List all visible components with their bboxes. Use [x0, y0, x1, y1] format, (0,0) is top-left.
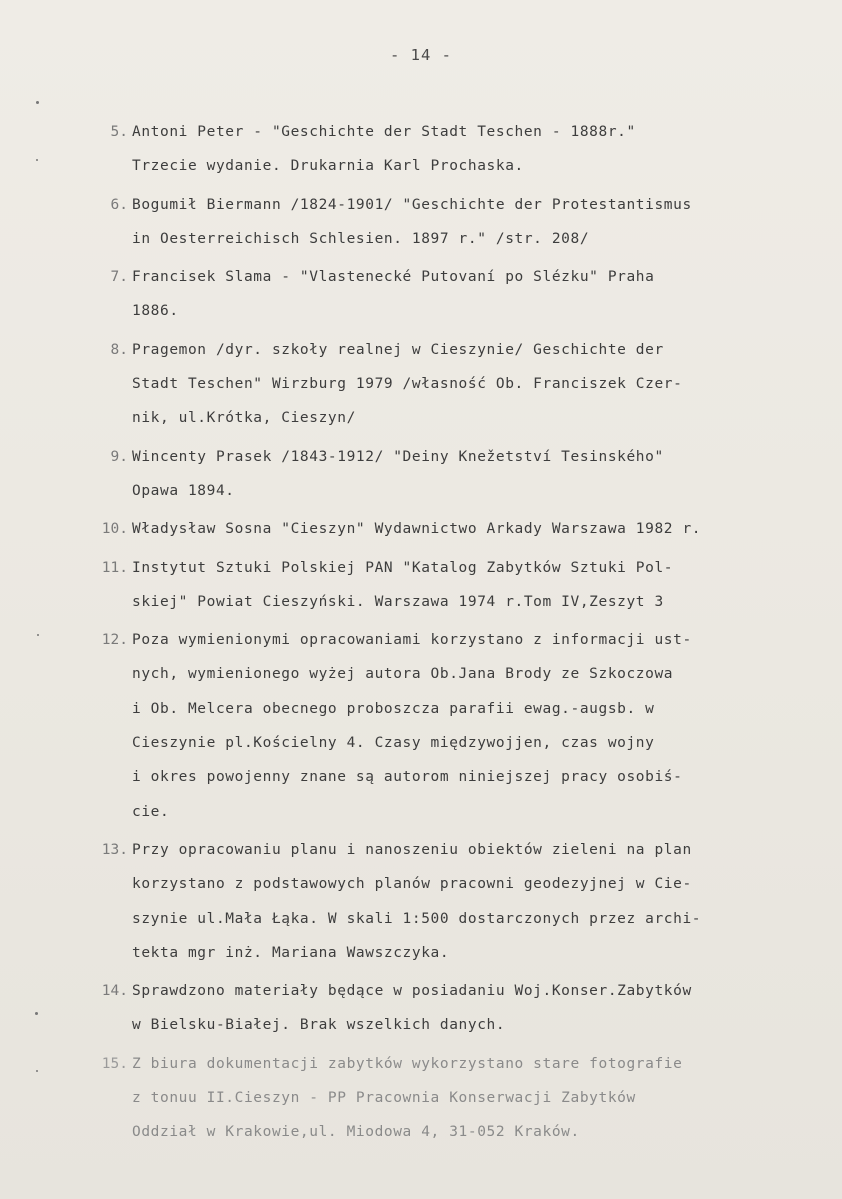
reference-number: 6. [110, 196, 128, 213]
reference-text-line: szynie ul.Mała Łąka. W skali 1:500 dostarczonych przez archi- [132, 910, 702, 927]
reference-text-line: korzystano z podstawowych planów pracowni geodezyjnej w Cie- [132, 876, 692, 893]
reference-text-line: Pragemon /dyr. szkoły realnej w Cieszynie/ Geschichte der [132, 341, 664, 358]
reference-number: 13. [101, 841, 128, 858]
reference-number: 12. [101, 632, 128, 649]
reference-text-line: i Ob. Melcera obecnego proboszcza parafii ewag.-augsb. w [132, 700, 655, 717]
reference-text-line: Francisek Slama - "Vlastenecké Putovaní po Slézku" Praha [132, 269, 655, 286]
scan-speck [37, 634, 39, 636]
reference-text-line: Antoni Peter - "Geschichte der Stadt Teschen - 1888r." [132, 124, 636, 140]
reference-text-line: Z biura dokumentacji zabytków wykorzystano stare fotografie [132, 1055, 683, 1072]
reference-text-line: z tonuu II.Cieszyn - PP Pracownia Konserwacji Zabytków [132, 1090, 636, 1107]
reference-text-line: Trzecie wydanie. Drukarnia Karl Prochaska. [132, 158, 524, 175]
reference-item [92, 440, 772, 509]
reference-item [92, 1047, 772, 1150]
scan-speck [35, 1012, 38, 1015]
reference-item [92, 833, 772, 970]
reference-text-line: nik, ul.Krótka, Cieszyn/ [132, 410, 356, 427]
reference-number: 8. [110, 341, 128, 358]
reference-text-line: Bogumił Biermann /1824-1901/ "Geschichte der Protestantismus [132, 196, 692, 213]
reference-text-line: nych, wymienionego wyżej autora Ob.Jana Brody ze Szkoczowa [132, 666, 674, 683]
reference-number: 10. [101, 521, 128, 538]
scan-speck [36, 159, 38, 161]
reference-text-line: 1886. [132, 303, 179, 320]
reference-item [92, 188, 772, 257]
reference-number: 7. [110, 269, 128, 286]
reference-number: 15. [101, 1055, 128, 1072]
reference-text-line: cie. [132, 803, 170, 820]
reference-number: 5. [110, 124, 128, 140]
scan-speck [36, 101, 39, 104]
reference-item [92, 333, 772, 436]
reference-number: 9. [110, 448, 128, 465]
reference-text-line: Instytut Sztuki Polskiej PAN "Katalog Zabytków Sztuki Pol- [132, 559, 674, 576]
reference-item [92, 623, 772, 829]
reference-text-line: Cieszynie pl.Kościelny 4. Czasy międzywojjen, czas wojny [132, 735, 655, 752]
scan-speck [36, 1070, 38, 1072]
reference-text-line: Stadt Teschen" Wirzburg 1979 /własność Ob. Franciszek Czer- [132, 376, 683, 393]
reference-list [92, 115, 772, 1154]
reference-text-line: i okres powojenny znane są autorom niniejszej pracy osobiś- [132, 769, 683, 786]
reference-item [92, 512, 772, 546]
reference-text-line: tekta mgr inż. Mariana Wawszczyka. [132, 944, 450, 961]
reference-text-line: Wincenty Prasek /1843-1912/ "Deiny Knežetství Tesinského" [132, 448, 664, 465]
reference-text-line: Poza wymienionymi opracowaniami korzystano z informacji ust- [132, 632, 692, 649]
reference-number: 14. [101, 983, 128, 1000]
reference-text-line: Sprawdzono materiały będące w posiadaniu Woj.Konser.Zabytków [132, 983, 692, 1000]
reference-text-line: Oddział w Krakowie,ul. Miodowa 4, 31-052 Kraków. [132, 1124, 580, 1141]
reference-text-line: Władysław Sosna "Cieszyn" Wydawnictwo Arkady Warszawa 1982 r. [132, 521, 702, 538]
reference-text-line: w Bielsku-Białej. Brak wszelkich danych. [132, 1017, 506, 1034]
reference-item [92, 551, 772, 620]
reference-item [92, 260, 772, 329]
reference-text-line: skiej" Powiat Cieszyński. Warszawa 1974 r.Tom IV,Zeszyt 3 [132, 593, 664, 610]
reference-text-line: Opawa 1894. [132, 482, 235, 499]
reference-text-line: in Oesterreichisch Schlesien. 1897 r." /str. 208/ [132, 230, 590, 247]
page-number: - 14 - [390, 46, 452, 64]
reference-text-line: Przy opracowaniu planu i nanoszeniu obiektów zieleni na plan [132, 841, 692, 858]
reference-item [92, 974, 772, 1043]
reference-item [92, 115, 772, 184]
reference-number: 11. [101, 559, 128, 576]
